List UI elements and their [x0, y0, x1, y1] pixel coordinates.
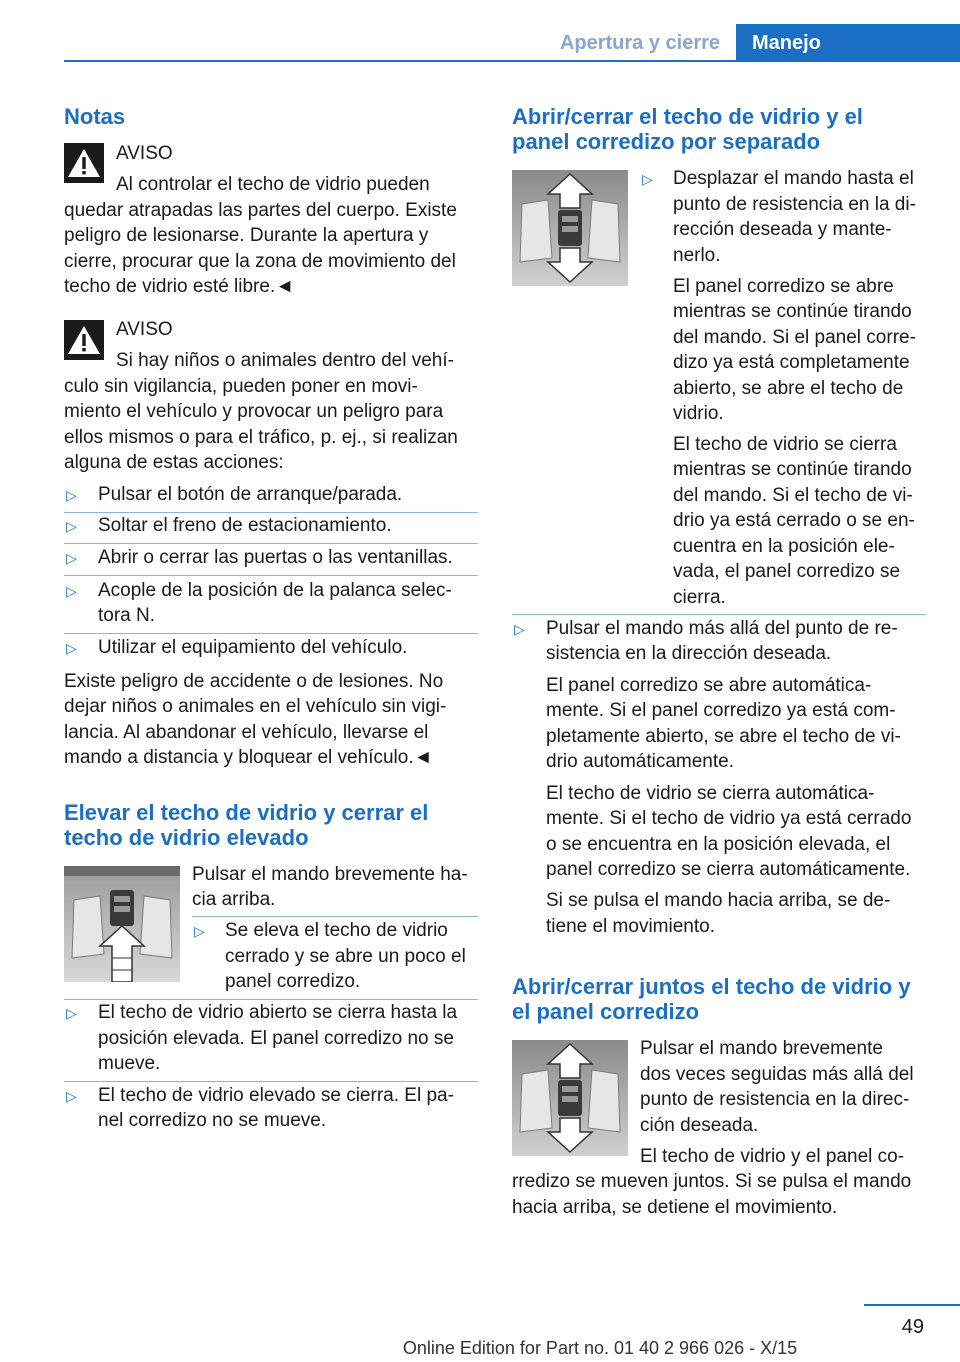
warning-text: quedar atrapadas las partes del cuerpo. Existe [64, 200, 457, 221]
triangle-bullet-icon: ▷ [66, 1088, 77, 1104]
notes-heading: Notas [64, 104, 126, 129]
list-item: Pulsar el mando más allá del punto de re- [546, 618, 898, 639]
paragraph-line: El techo de vidrio y el panel co- [640, 1146, 905, 1167]
section-heading: techo de vidrio elevado [64, 825, 309, 850]
list-divider [512, 614, 926, 615]
paragraph-line: Si se pulsa el mando hacia arriba, se de- [546, 890, 891, 911]
list-item: Utilizar el equipamiento del vehículo. [98, 637, 408, 658]
header-rule [64, 60, 960, 62]
list-item: mueve. [98, 1053, 161, 1074]
warning-label: AVISO [116, 143, 173, 164]
warning-text: alguna de estas acciones: [64, 452, 284, 473]
paragraph-line: o se encuentra en la posición elevada, el [546, 834, 891, 855]
section-heading: panel corredizo por separado [512, 129, 821, 154]
footer-rule [864, 1304, 960, 1306]
warning-text: miento el vehículo y provocar un peligro para [64, 401, 444, 422]
list-item: sistencia en la dirección deseada. [546, 643, 832, 664]
paragraph-line: panel corredizo se cierra automáticamente. [546, 859, 911, 880]
triangle-bullet-icon: ▷ [514, 621, 525, 637]
section-heading: Elevar el techo de vidrio y cerrar el [64, 800, 429, 825]
triangle-bullet-icon: ▷ [642, 171, 653, 187]
list-divider [64, 543, 478, 544]
paragraph-line: mente. Si el techo de vidrio ya está cerrado [546, 808, 912, 829]
paragraph-line: dos veces seguidas más allá del [640, 1064, 914, 1085]
list-item: punto de resistencia en la di- [673, 194, 916, 215]
paragraph-line: Existe peligro de accidente o de lesiones. No [64, 671, 444, 692]
triangle-bullet-icon: ▷ [194, 923, 205, 939]
list-item: tora N. [98, 605, 156, 626]
section-heading: el panel corredizo [512, 999, 700, 1024]
paragraph-line: punto de resistencia en la direc- [640, 1089, 910, 1110]
footer-edition: Online Edition for Part no. 01 40 2 966 026 - X/15 [402, 1338, 798, 1358]
paragraph-line: Pulsar el mando brevemente [640, 1038, 883, 1059]
paragraph-line: cia arriba. [192, 889, 276, 910]
switch-updown-illustration [512, 170, 628, 286]
triangle-bullet-icon: ▷ [66, 487, 77, 503]
triangle-bullet-icon: ▷ [66, 583, 77, 599]
list-item: El techo de vidrio elevado se cierra. El pa- [98, 1085, 454, 1106]
list-item: Acople de la posición de la palanca selec- [98, 580, 452, 601]
list-item: Se eleva el techo de vidrio [225, 920, 448, 941]
paragraph-line: vidrio. [673, 403, 724, 424]
warning-text: ellos mismos o para el tráfico, p. ej., si realizan [64, 427, 458, 448]
triangle-bullet-icon: ▷ [66, 640, 77, 656]
warning-text: Al controlar el techo de vidrio pueden [116, 174, 430, 195]
list-item: Pulsar el botón de arranque/parada. [98, 484, 403, 505]
paragraph-line: cierra. [673, 587, 726, 608]
list-item: nel corredizo no se mueve. [98, 1110, 327, 1131]
paragraph-line: pletamente abierto, se abre el techo de vi- [546, 726, 901, 747]
warning-triangle-icon [64, 320, 104, 360]
triangle-bullet-icon: ▷ [66, 518, 77, 534]
paragraph-line: drio automáticamente. [546, 751, 734, 772]
paragraph-line: dejar niños o animales en el vehículo sin vigi- [64, 696, 447, 717]
paragraph-line: ción deseada. [640, 1115, 759, 1136]
paragraph-line: vada, el panel corredizo se [673, 561, 901, 582]
paragraph-line: dizo ya está completamente [673, 352, 910, 373]
paragraph-line: El techo de vidrio se cierra [673, 434, 897, 455]
paragraph-line: mientras se continúe tirando [673, 459, 912, 480]
list-divider [192, 916, 478, 917]
list-item: nerlo. [673, 245, 721, 266]
paragraph-line: mientras se continúe tirando [673, 301, 912, 322]
list-item: rección deseada y mante- [673, 219, 892, 240]
paragraph-line: mando a distancia y bloquear el vehículo.◄ [64, 747, 433, 768]
list-item: Abrir o cerrar las puertas o las ventanillas. [98, 547, 453, 568]
paragraph-line: del mando. Si el techo de vi- [673, 485, 913, 506]
paragraph-line: tiene el movimiento. [546, 916, 715, 937]
section-heading: Abrir/cerrar el techo de vidrio y el [512, 104, 863, 129]
warning-text: techo de vidrio esté libre.◄ [64, 276, 295, 297]
warning-label: AVISO [116, 319, 173, 340]
paragraph-line: hacia arriba, se detiene el movimiento. [512, 1197, 838, 1218]
list-item: panel corredizo. [225, 971, 361, 992]
paragraph-line: mente. Si el panel corredizo ya está com- [546, 700, 896, 721]
warning-text: culo sin vigilancia, pueden poner en movi- [64, 376, 418, 397]
list-item: cerrado y se abre un poco el [225, 946, 466, 967]
warning-text: peligro de lesionarse. Durante la apertura y [64, 225, 429, 246]
list-item: Desplazar el mando hasta el [673, 168, 914, 189]
page-number: 49 [901, 1316, 924, 1338]
triangle-bullet-icon: ▷ [66, 550, 77, 566]
paragraph-line: Pulsar el mando brevemente ha- [192, 864, 468, 885]
list-divider [64, 633, 478, 634]
paragraph-line: El panel corredizo se abre automática- [546, 675, 872, 696]
switch-updown-illustration [512, 1040, 628, 1156]
header-section-tab: Apertura y cierre [559, 32, 721, 54]
warning-text: Si hay niños o animales dentro del vehí- [116, 350, 454, 371]
list-item: El techo de vidrio abierto se cierra hasta la [98, 1002, 458, 1023]
header-active-tab-label: Manejo [752, 32, 821, 54]
paragraph-line: lancia. Al abandonar el vehículo, llevarse el [64, 722, 429, 743]
paragraph-line: cuentra en la posición ele- [673, 536, 895, 557]
list-divider [64, 1081, 478, 1082]
list-item: posición elevada. El panel corredizo no se [98, 1028, 454, 1049]
list-divider [64, 575, 478, 576]
switch-up-illustration [64, 866, 180, 982]
paragraph-line: rredizo se mueven juntos. Si se pulsa el mando [512, 1171, 912, 1192]
paragraph-line: El panel corredizo se abre [673, 276, 894, 297]
paragraph-line: El techo de vidrio se cierra automática- [546, 783, 875, 804]
paragraph-line: drio ya está cerrado o se en- [673, 510, 915, 531]
triangle-bullet-icon: ▷ [66, 1005, 77, 1021]
header-active-tab [736, 24, 960, 62]
section-heading: Abrir/cerrar juntos el techo de vidrio y [512, 974, 911, 999]
warning-text: cierre, procurar que la zona de movimiento del [64, 251, 456, 272]
paragraph-line: del mando. Si el panel corre- [673, 327, 916, 348]
warning-triangle-icon [64, 143, 104, 183]
paragraph-line: abierto, se abre el techo de [673, 378, 904, 399]
list-item: Soltar el freno de estacionamiento. [98, 515, 392, 536]
